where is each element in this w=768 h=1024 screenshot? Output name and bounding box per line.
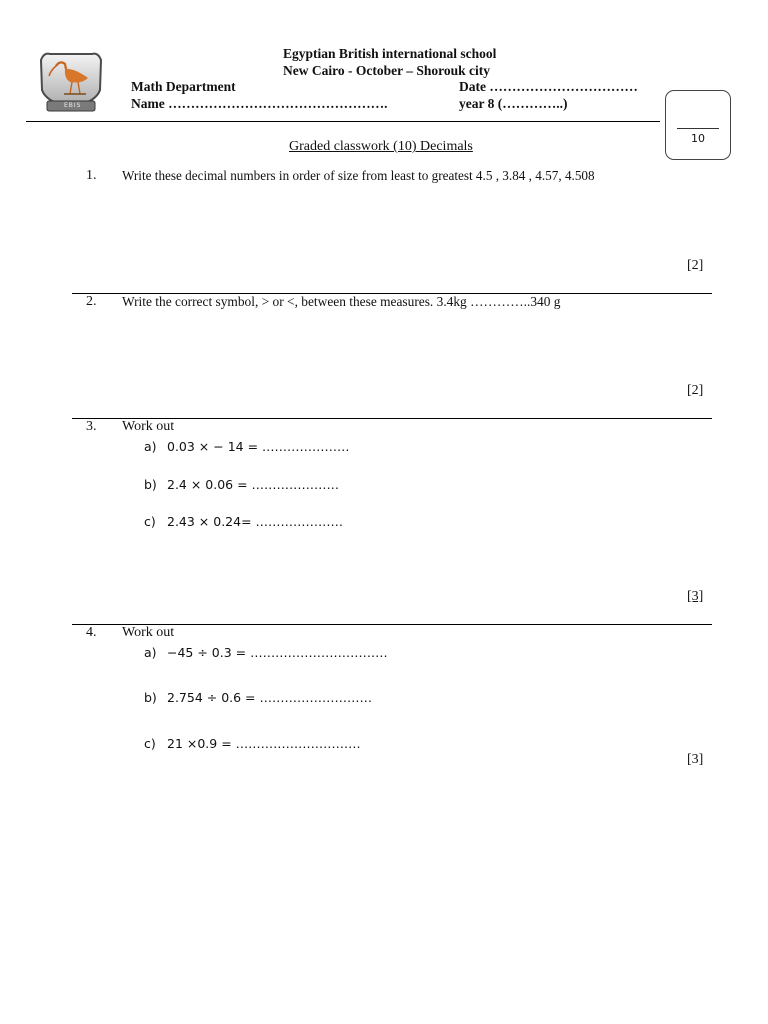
worksheet-title: Graded classwork (10) Decimals (289, 139, 473, 154)
school-name: Egyptian British international school (283, 46, 497, 61)
score-total: 10 (691, 132, 705, 145)
question-4-text: Work out (122, 625, 175, 640)
date-field: Date …………………………… (459, 79, 638, 94)
question-2-number: 2. (86, 294, 97, 309)
question-4b-label: b) (144, 690, 157, 705)
question-3b-label: b) (144, 477, 157, 492)
question-3a-expr: 0.03 × − 14 = ………………… (167, 439, 350, 454)
score-line (677, 128, 719, 129)
question-3c-label: c) (144, 514, 156, 529)
question-4c-expr: 21 ×0.9 = ………………………… (167, 736, 361, 751)
department-label: Math Department (131, 79, 236, 94)
year-field: year 8 (…………..) (459, 96, 568, 111)
question-2-text: Write the correct symbol, > or <, between these measures. 3.4kg …………..340 g (122, 294, 561, 309)
name-field: Name …………………………………………. (131, 96, 388, 111)
question-4a-expr: −45 ÷ 0.3 = …………………………… (167, 645, 388, 660)
score-box (665, 90, 731, 160)
question-4-marks: [3] (687, 752, 704, 767)
question-1-text: Write these decimal numbers in order of size from least to greatest 4.5 , 3.84 , 4.57, 4.508 (122, 168, 595, 183)
question-3b-expr: 2.4 × 0.06 = ………………… (167, 477, 340, 492)
question-3c-expr: 2.43 × 0.24= ………………… (167, 514, 344, 529)
question-3-text: Work out (122, 419, 175, 434)
question-4c-label: c) (144, 736, 156, 751)
question-1-marks: [2] (687, 258, 704, 273)
question-3-marks: [3] (687, 589, 704, 604)
question-4a-label: a) (144, 645, 157, 660)
question-4b-expr: 2.754 ÷ 0.6 = ……………………… (167, 690, 373, 705)
logo-text: EBIS (64, 102, 82, 109)
school-location: New Cairo - October – Shorouk city (283, 63, 490, 78)
question-3a-label: a) (144, 439, 157, 454)
header-divider (26, 121, 660, 122)
question-3-number: 3. (86, 419, 97, 434)
question-1-number: 1. (86, 168, 97, 183)
question-2-marks: [2] (687, 383, 704, 398)
school-logo (36, 48, 106, 114)
question-4-number: 4. (86, 625, 97, 640)
